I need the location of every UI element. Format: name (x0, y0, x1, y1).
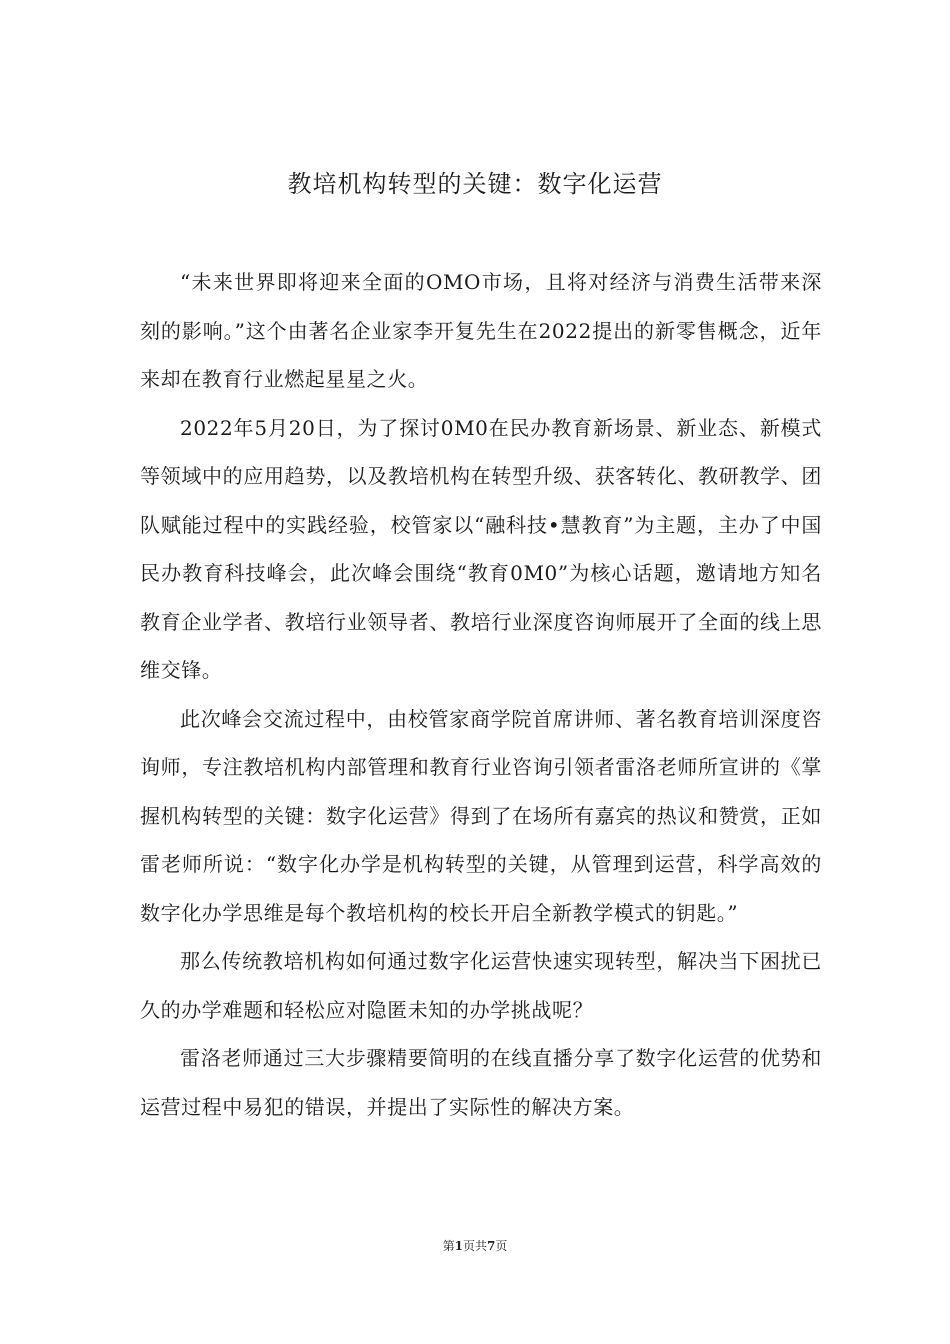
page-footer (0, 1238, 950, 1254)
paragraph-1: “未来世界即将迎来全面的OMO市场，且将对经济与消费生活带来深刻的影响。”这个由著名企业家李开复先生在2022提出的新零售概念，近年来却在教育行业燃起星星之火。 (140, 270, 822, 391)
footer-current-page: 1 (454, 1239, 463, 1253)
footer-suffix: 页 (495, 1239, 508, 1253)
footer-middle: 页共 (462, 1239, 487, 1253)
paragraph-3: 此次峰会交流过程中，由校管家商学院首席讲师、著名教育培训深度咨询师，专注教培机构内部管理和教育行业咨询引领者雷洛老师所宣讲的《掌握机构转型的关键：数字化运营》得到了在场所有嘉宾的热议和赞赏，正如雷老师所说：“数字化办学是机构转型的关键，从管理到运营，科学高效的数字化办学思维是每个教培机构的校长开启全新教学模式的钥匙。” (140, 706, 822, 925)
paragraph-2: 2022年5月20日，为了探讨0M0在民办教育新场景、新业态、新模式等领域中的应用趋势，以及教培机构在转型升级、获客转化、教研教学、团队赋能过程中的实践经验，校管家以“融科技•慧教育”为主题，主办了中国民办教育科技峰会，此次峰会围绕“教育0M0”为核心话题，邀请地方知名教育企业学者、教培行业领导者、教培行业深度咨询师展开了全面的线上思维交锋。 (140, 415, 822, 682)
paragraph-4: 那么传统教培机构如何通过数字化运营快速实现转型，解决当下困扰已久的办学难题和轻松应对隐匿未知的办学挑战呢？ (140, 949, 822, 1022)
document-body (140, 258, 822, 1131)
footer-prefix: 第 (442, 1239, 455, 1253)
footer-total-pages: 7 (487, 1239, 496, 1253)
document-title: 教培机构转型的关键：数字化运营 (287, 170, 663, 198)
paragraph-5: 雷洛老师通过三大步骤精要简明的在线直播分享了数字化运营的优势和运营过程中易犯的错误，并提出了实际性的解决方案。 (140, 1046, 822, 1119)
